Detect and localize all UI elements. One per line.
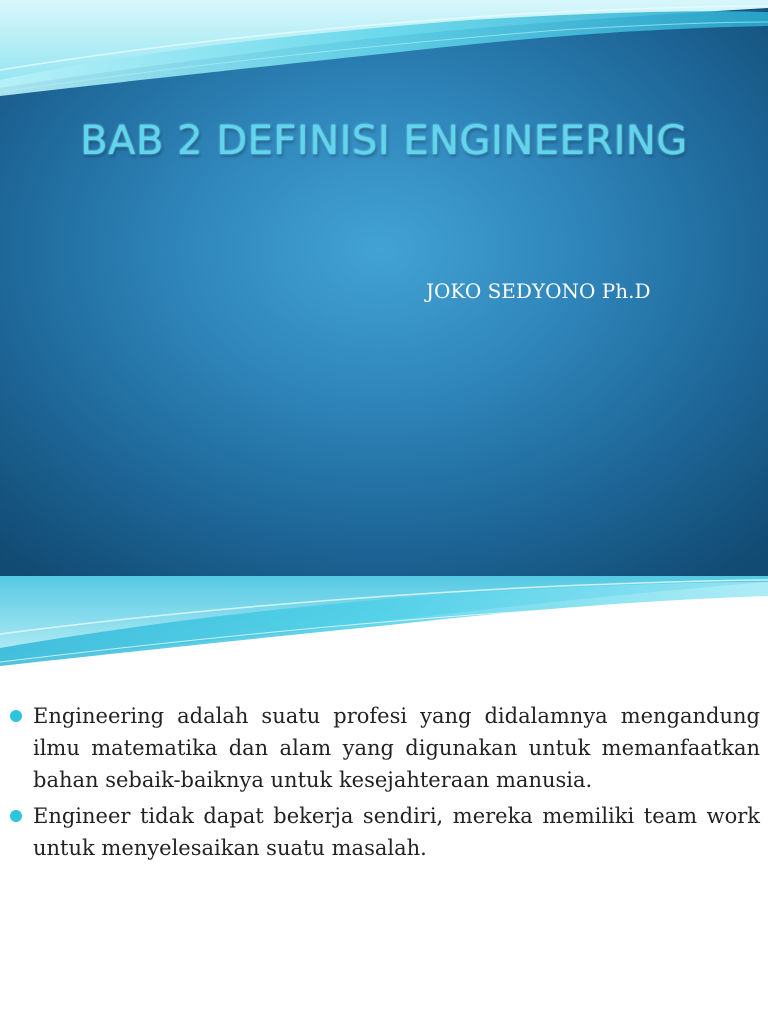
bullet-text: Engineering adalah suatu profesi yang didalamnya mengandung ilmu matematika dan alam yang digunakan untuk memanfaatkan bahan sebaik-baiknya untuk kesejahteraan manusia. xyxy=(33,704,760,792)
list-item xyxy=(8,700,760,796)
bullet-text: Engineer tidak dapat bekerja sendiri, mereka memiliki team work untuk menyelesaikan suatu masalah. xyxy=(33,804,760,860)
bullet-icon xyxy=(10,710,22,722)
wave-decoration-top xyxy=(0,576,768,668)
slide-title: BAB 2 DEFINISI ENGINEERING xyxy=(80,118,688,164)
slide-subtitle: JOKO SEDYONO Ph.D xyxy=(426,279,651,303)
bullet-icon xyxy=(10,810,22,822)
wave-decoration-top xyxy=(0,0,768,100)
list-item xyxy=(8,800,760,864)
bullet-list xyxy=(8,700,760,868)
content-slide xyxy=(0,576,768,1024)
